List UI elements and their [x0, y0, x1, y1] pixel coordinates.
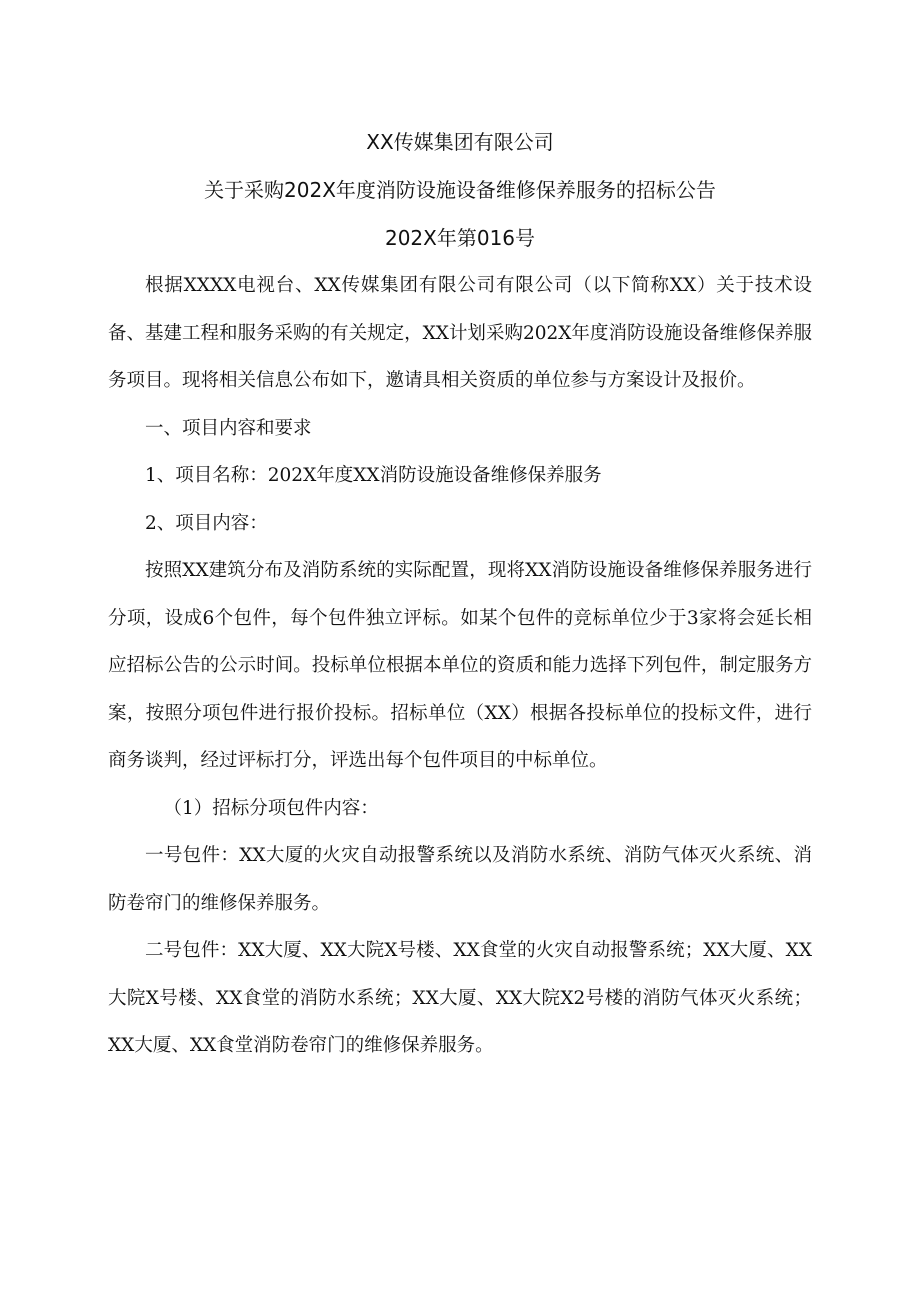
package-one-paragraph: 一号包件：XX大厦的火灾自动报警系统以及消防水系统、消防气体灭火系统、消防卷帘门的维修保养服务。 — [108, 845, 812, 914]
announcement-number: 202X年第016号 — [384, 226, 536, 250]
project-description-paragraph: 按照XX建筑分布及消防系统的实际配置，现将XX消防设施设备维修保养服务进行分项，设成6个包件，每个包件独立评标。如某个包件的竞标单位少于3家将会延长相应招标公告的公示时间。投标单位根据本单位的资质和能力选择下列包件，制定服务方案，按照分项包件进行报价投标。招标单位（XX）根据各投标单位的投标文件，进行商务谈判，经过评标打分，评选出每个包件项目的中标单位。 — [108, 560, 812, 771]
document-header — [108, 118, 812, 262]
package-content-heading: （1）招标分项包件内容： — [163, 797, 379, 819]
section-heading-project-content: 一、项目内容和要求 — [145, 417, 312, 439]
announcement-title: 关于采购202X年度消防设施设备维修保养服务的招标公告 — [204, 178, 716, 202]
document-page — [108, 118, 812, 1070]
company-name: XX传媒集团有限公司 — [366, 130, 554, 154]
project-content-item: 2、项目内容： — [145, 512, 268, 534]
intro-paragraph: 根据XXXX电视台、XX传媒集团有限公司有限公司（以下简称XX）关于技术设备、基建工程和服务采购的有关规定，XX计划采购202X年度消防设施设备维修保养服务项目。现将相关信息公布如下，邀请具相关资质的单位参与方案设计及报价。 — [108, 275, 812, 391]
project-name-item: 1、项目名称：202X年度XX消防设施设备维修保养服务 — [145, 465, 602, 486]
package-two-paragraph: 二号包件：XX大厦、XX大院X号楼、XX食堂的火灾自动报警系统；XX大厦、XX大院X号楼、XX食堂的消防水系统；XX大厦、XX大院X2号楼的消防气体灭火系统；XX大厦、XX食堂消防卷帘门的维修保养服务。 — [108, 940, 812, 1056]
